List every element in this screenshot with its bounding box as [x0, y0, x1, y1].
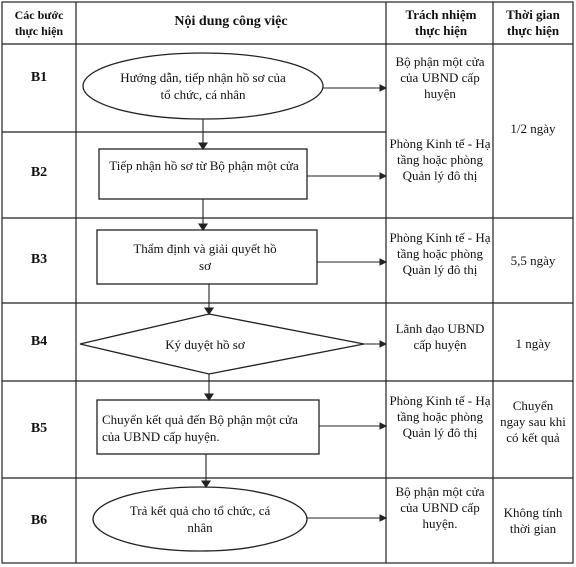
arrow-b5-resp-head	[380, 423, 386, 429]
task-b6: Trả kết quả cho tổ chức, cá nhân	[129, 503, 271, 535]
step-id-b1: B1	[30, 70, 48, 85]
time-b4: 1 ngày	[515, 336, 551, 351]
responsible-b3: Phòng Kinh tế - Hạ tầng hoặc phòng Quản lý đô thị	[389, 230, 491, 277]
task-b2: Tiếp nhận hồ sơ từ Bộ phận một cửa	[109, 158, 299, 173]
task-b4: Ký duyệt hồ sơ	[165, 337, 245, 352]
arrow-b1-b2-head	[199, 143, 207, 149]
responsible-b1: Bộ phận một cửa của UBND cấp huyện	[395, 54, 485, 101]
responsible-b5: Phòng Kinh tế - Hạ tầng hoặc phòng Quản lý đô thị	[389, 393, 491, 440]
arrow-b3-b4-head	[205, 308, 213, 314]
arrow-b5-b6-head	[202, 481, 210, 487]
step-id-b4: B4	[30, 334, 48, 349]
arrow-b6-resp-head	[380, 515, 386, 521]
responsible-b6: Bộ phận một cửa của UBND cấp huyện.	[395, 484, 485, 531]
time-b3: 5,5 ngày	[510, 253, 556, 268]
header-steps: Các bước thực hiện	[14, 8, 64, 38]
task-b5: Chuyển kết quả đến Bộ phận một cửa của UBND cấp huyện.	[102, 412, 298, 444]
time-b1-b2: 1/2 ngày	[510, 121, 556, 136]
task-b1: Hướng dẫn, tiếp nhận hồ sơ của tổ chức, cá nhân	[120, 70, 286, 102]
responsible-b2: Phòng Kinh tế - Hạ tầng hoặc phòng Quản lý đô thị	[389, 136, 491, 183]
step-id-b6: B6	[30, 513, 48, 528]
arrow-b4-resp-head	[380, 341, 386, 347]
time-b5: Chuyển ngay sau khi có kết quả	[500, 398, 566, 445]
header-content: Nội dung công việc	[174, 14, 288, 29]
step-id-b2: B2	[30, 165, 48, 180]
arrow-b2-resp-head	[380, 173, 386, 179]
arrow-b1-resp-head	[380, 85, 386, 91]
responsible-b4: Lãnh đạo UBND cấp huyện	[395, 321, 485, 352]
time-b6: Không tính thời gian	[503, 505, 563, 536]
header-time: Thời gian thực hiện	[506, 7, 560, 38]
arrow-b3-resp-head	[380, 259, 386, 265]
task-b3: Thẩm định và giải quyết hồ sơ	[133, 241, 277, 273]
arrow-b2-b3-head	[199, 224, 207, 230]
step-id-b5: B5	[30, 421, 48, 436]
step-id-b3: B3	[30, 252, 48, 267]
header-responsible: Trách nhiệm thực hiện	[405, 7, 477, 38]
arrow-b4-b5-head	[205, 394, 213, 400]
